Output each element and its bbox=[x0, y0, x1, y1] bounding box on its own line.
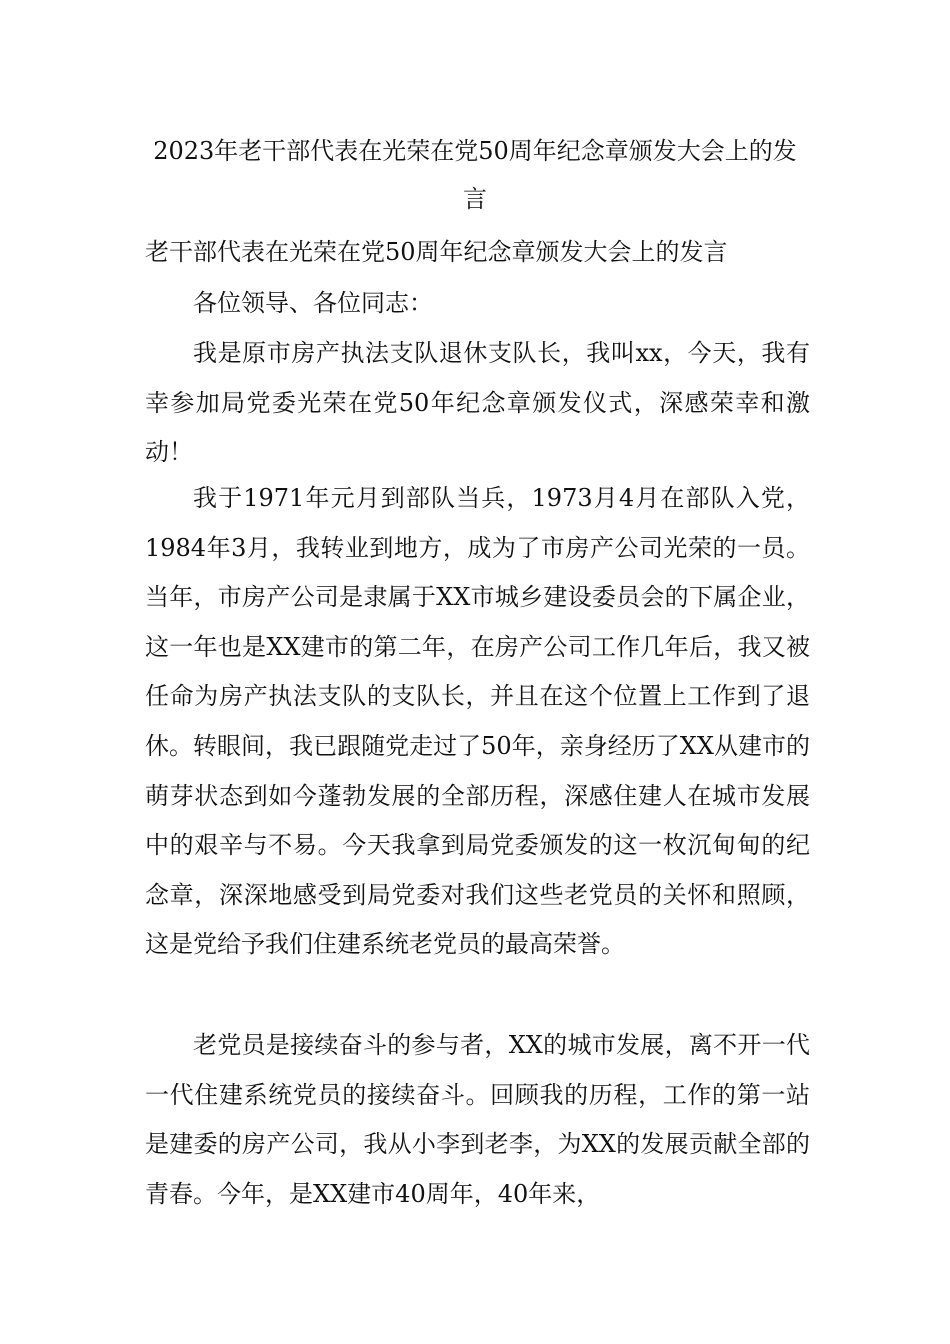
document-subtitle: 老干部代表在光荣在党50周年纪念章颁发大会上的发言 bbox=[145, 238, 728, 266]
paragraph: 老党员是接续奋斗的参与者，XX的城市发展，离不开一代一代住建系统党员的接续奋斗。回顾我的历程，工作的第一站是建委的房产公司，我从小李到老李，为XX的发展贡献全部的青春。今年，是XX建市40周年，40年来， bbox=[145, 1031, 810, 1208]
paragraph: 我于1971年元月到部队当兵，1973月4月在部队入党，1984年3月，我转业到地方，成为了市房产公司光荣的一员。当年，市房产公司是隶属于XX市城乡建设委员会的下属企业，这一年也是XX建市的第二年，在房产公司工作几年后，我又被任命为房产执法支队的支队长，并且在这个位置上工作到了退休。转眼间，我已跟随党走过了50年，亲身经历了XX从建市的萌芽状态到如今蓬勃发展的全部历程，深感住建人在城市发展中的艰辛与不易。今天我拿到局党委颁发的这一枚沉甸甸的纪念章，深深地感受到局党委对我们这些老党员的关怀和照顾，这是党给予我们住建系统老党员的最高荣誉。 bbox=[145, 484, 810, 959]
document-title: 2023年老干部代表在光荣在党50周年纪念章颁发大会上的发言 bbox=[153, 137, 797, 213]
salutation: 各位领导、各位同志： bbox=[193, 289, 433, 317]
paragraph: 我是原市房产执法支队退休支队长，我叫xx，今天，我有幸参加局党委光荣在党50年纪念章颁发仪式，深感荣幸和激动！ bbox=[145, 339, 810, 467]
